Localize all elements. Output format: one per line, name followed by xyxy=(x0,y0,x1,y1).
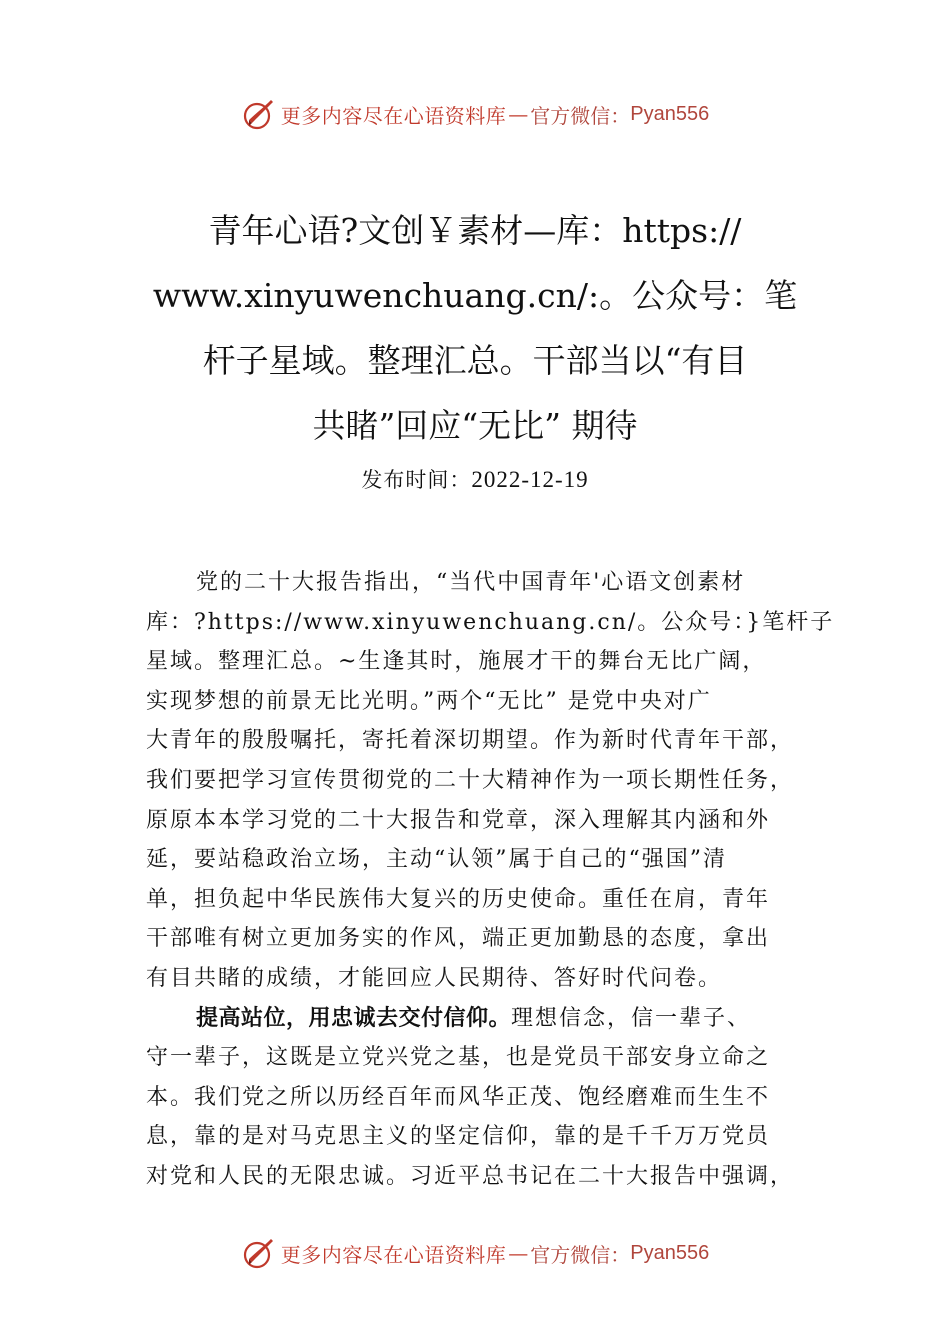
publish-date-value: 2022-12-19 xyxy=(471,467,589,492)
body-line: 我们要把学习宣传贯彻党的二十大精神作为一项长期性任务， xyxy=(146,767,795,793)
body-line: 有目共睹的成绩，才能回应人民期待、答好时代问卷。 xyxy=(146,965,723,991)
body-line: 单，担负起中华民族伟大复兴的历史使命。重任在肩，青年 xyxy=(146,886,771,912)
banner-separator: — xyxy=(508,1241,529,1265)
footer-banner xyxy=(0,1233,950,1273)
body-line: 对党和人民的无限忠诚。习近平总书记在二十大报告中强调， xyxy=(146,1163,795,1189)
body-line: 干部唯有树立更加务实的作风，端正更加勤恳的态度，拿出 xyxy=(146,926,771,952)
body-line: 原原本本学习党的二十大报告和党章，深入理解其内涵和外 xyxy=(146,807,771,833)
body-line: 息，靠的是对马克思主义的坚定信仰，靠的是千千万万党员 xyxy=(146,1124,771,1150)
body-text: 理想信念，信一辈子、 xyxy=(511,1005,752,1031)
body-line: 实现梦想的前景无比光明。”两个“无比” 是党中央对广 xyxy=(146,688,712,714)
body-line: 库：?https://www.xinyuwenchuang.cn/。公众号：}笔杆子 xyxy=(146,609,835,635)
banner-wechat-label: 官方微信： xyxy=(530,1242,631,1267)
article-body xyxy=(146,563,835,1197)
publish-date xyxy=(0,464,950,494)
pen-logo-icon xyxy=(241,96,277,132)
banner-text: 更多内容尽在心语资料库 xyxy=(280,1242,507,1267)
publish-date-label: 发布时间： xyxy=(361,468,472,492)
header-banner xyxy=(0,94,950,134)
banner-wechat-label: 官方微信： xyxy=(530,103,631,128)
body-line: 大青年的殷殷嘱托，寄托着深切期望。作为新时代青年干部， xyxy=(146,728,795,754)
title-line: www.xinyuwenchuang.cn/:。公众号：笔 xyxy=(152,276,798,315)
body-line xyxy=(146,999,826,1039)
section-heading: 提高站位，用忠诚去交付信仰。 xyxy=(196,1005,512,1031)
banner-wechat-id: Pyan556 xyxy=(630,1241,710,1264)
banner-wechat-id: Pyan556 xyxy=(630,102,710,125)
title-line: 杆子星域。整理汇总。干部当以“有目 xyxy=(202,341,748,380)
pen-logo-icon xyxy=(241,1235,277,1271)
body-line: 延，要站稳政治立场，主动“认领”属于自己的“强国”清 xyxy=(146,847,727,873)
document-title xyxy=(150,198,800,458)
banner-separator: — xyxy=(508,102,529,126)
body-line: 党的二十大报告指出，“当代中国青年'心语文创素材 xyxy=(196,570,746,595)
title-line: 青年心语?文创￥素材—库：https:// xyxy=(208,211,742,250)
body-line: 星域。整理汇总。~生逢其时，施展才干的舞台无比广阔， xyxy=(146,649,767,675)
title-line: 共睹”回应“无比” 期待 xyxy=(312,406,638,445)
banner-text: 更多内容尽在心语资料库 xyxy=(280,103,507,128)
body-line: 本。我们党之所以历经百年而风华正茂、饱经磨难而生生不 xyxy=(146,1084,771,1110)
body-line: 守一辈子，这既是立党兴党之基，也是党员干部安身立命之 xyxy=(146,1045,771,1071)
